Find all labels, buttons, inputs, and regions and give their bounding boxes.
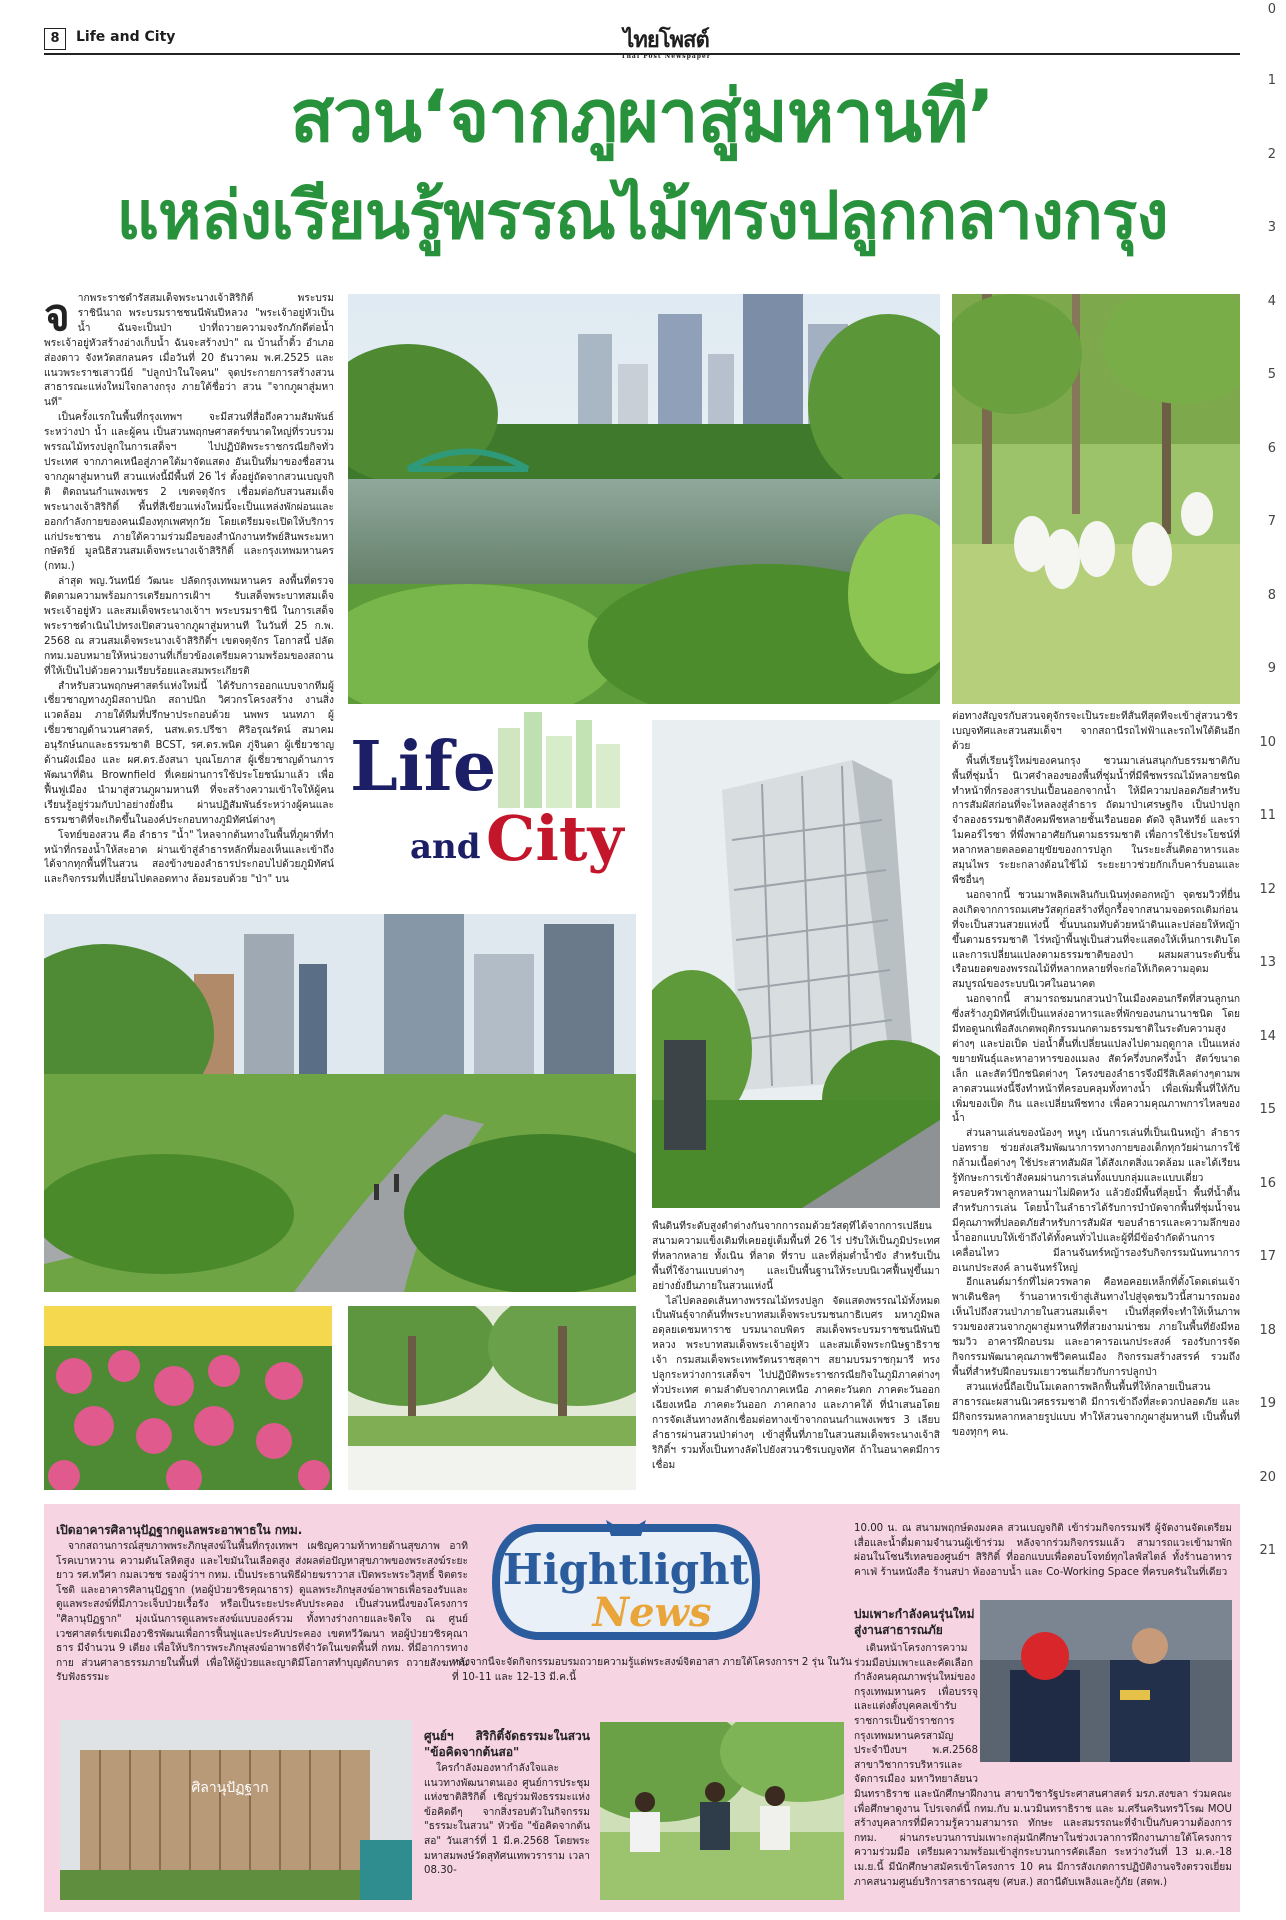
news-item-1-continued-text: หลังจากนี้จะจัดกิจกรรมอบรมถวายความรู้แด่พระสงฆ์จิตอาสา ภายใต้โครงการฯ 2 รุ่น ในวันที่ 10-11 และ 12-13 มี.ค.นี้ xyxy=(452,1657,852,1683)
headline-line-2: แหล่งเรียนรู้พรรณไม้ทรงปลูกกลางกรุง xyxy=(116,177,1168,254)
newspaper-logo xyxy=(596,22,736,60)
article-paragraph: เป็นครั้งแรกในพื้นที่กรุงเทพฯ จะมีสวนที่สื่อถึงความสัมพันธ์ระหว่างป่า น้ำ และผู้คน เป็นสวนพฤกษศาสตร์ขนาดใหญ่ที่รวบรวมพรรณไม้ทรงปลูกในการเสด็จฯ ไปปฏิบัติพระราชกรณียกิจทั่วประเทศ จากภาคเหนือสู่ภาคใต้มาจัดแสดง อันเป็นที่มาของชื่อสวนจากภูผาสู่มหานที สวนแห่งนี้มีพื้นที่ 26 ไร่ ตั้งอยู่ถัดจากสวนเบญจกิติ ติดถนนกำแพงเพชร 2 เขตจตุจักร เชื่อมต่อกับสวนสมเด็จพระนางเจ้าสิริกิติ์ พื้นที่สีเขียวแห่งใหม่นี้จะเป็นแหล่งพักผ่อนและออกกำลังกายของคนเมืองทุกเพศทุกวัย โดยเตรียมจะเปิดให้บริการแก่ประชาชน ภายใต้ความร่วมมือของสำนักงานทรัพย์สินพระมหากษัตริย์ มูลนิธิสวนสมเด็จพระนางเจ้าสิริกิติ์ และกรุงเทพมหานคร (กทม.) xyxy=(44,412,334,573)
article-paragraph: โจทย์ของสวน คือ ลำธาร "น้ำ" ไหลจากต้นทางในพื้นที่ภูผาที่ทำหน้าที่กรองน้ำให้สะอาด ผ่านเข้าสู่ลำธารหลักที่มองเห็นและเข้าถึงได้จากทุกพื้นที่ในสวน สองข้างของลำธารประกอบไปด้วยภูมิทัศน์และกิจกรรมที่เปลี่ยนไปตลอดทาง ล้อมรอบด้วย "ป่า" บน xyxy=(44,829,334,886)
ruler-mark: 2 xyxy=(1267,147,1276,162)
news-item-2-title: ศูนย์ฯ สิริกิติ์จัดธรรมะในสวน "ข้อคิดจากต้นสอ" xyxy=(424,1729,590,1759)
ruler-mark: 18 xyxy=(1259,1323,1276,1338)
ruler-mark: 10 xyxy=(1259,735,1276,750)
news-item-2-continued-text: 10.00 น. ณ สนามพฤกษ์ดงมงคล สวนเบญจกิติ เข้าร่วมกิจกรรมฟรี ผู้จัดงานจัดเตรียมเสื่อและน้ำดื่มตามจำนวนผู้เข้าร่วม หลังจากร่วมกิจกรรมแล้ว สามารถแวะเข้ามาพักผ่อนในโซนรีเทลของศูนย์ฯ สิริกิติ์ ที่ออกแบบเพื่อตอบโจทย์ทุกไลฟ์สไตล์ ทั้งร้านอาหาร คาเฟ่ ร้านหนังสือ ร้านสปา ห้องอาบน้ำ และ Co-Working Space ที่ครบครันในที่เดียว xyxy=(854,1523,1232,1578)
news-item-3-title: บ่มเพาะกำลังคนรุ่นใหม่สู่งานสาธารณภัย xyxy=(854,1607,975,1637)
article-paragraph: ต่อทางสัญจรกับสวนจตุจักรจะเป็นระยะที่สั้นที่สุดที่จะเข้าสู่สวนวชิรเบญจทัศและสวนสมเด็จฯ จากสถานีรถไฟฟ้าและรถไฟใต้ดินอีกด้วย xyxy=(952,711,1240,752)
article-column-3 xyxy=(952,710,1240,1494)
page-header xyxy=(44,26,1240,60)
badge-word-1: Hightlight xyxy=(502,1545,750,1594)
ruler-mark: 8 xyxy=(1267,588,1276,603)
ruler-mark: 20 xyxy=(1259,1470,1276,1485)
photo-geese xyxy=(952,294,1240,704)
page-ruler xyxy=(1250,0,1286,1920)
news-item-3-body: เดินหน้าโครงการความร่วมมือบ่มเพาะและคัดเลือกกำลังคนคุณภาพรุ่นใหม่ของกรุงเทพมหานคร เพื่อบรรจุและแต่งตั้งบุคคลเข้ารับราชการเป็นข้าราชการกรุงเทพมหานครสามัญประจำปีงบฯ พ.ศ.2568 สาขาวิชาการบริหารและจัดการเมือง มหาวิทยาลัยนวมินทราธิราช และนักศึกษาฝึกงาน สาขาวิชารัฐประศาสนศาสตร์ มรภ.สงขลา ร่วมคณะเพื่อศึกษาดูงาน โปรเจกต์นี้ กทม.กับ ม.นวมินทราธิราช และ ม.ศรีนครินทรวิโรฒ MOU สร้างบุคลากรที่มีความรู้ความสามารถ ทักษะ และสมรรถนะที่จำเป็นกับความต้องการ กทม. ผ่านกระบวนการบ่มเพาะกลุ่มนักศึกษาในช่วงเวลาการฝึกงานภายใต้โครงการความร่วมมือ เตรียมความพร้อมเข้าสู่กระบวนการคัดเลือก ระหว่างวันที่ 13 ม.ค.-18 เม.ย.นี้ มีนักศึกษาสมัครเข้าโครงการ 10 คน มีการสังเกตการปฏิบัติงานจริงตรวจเยี่ยมภาคสนามศูนย์บริการสาธารณสุข (ศบส.) สถานีดับเพลิงและกู้ภัย (สดพ.) xyxy=(854,1643,1232,1888)
ruler-mark: 14 xyxy=(1259,1029,1276,1044)
ruler-mark: 16 xyxy=(1259,1176,1276,1191)
news-item-1 xyxy=(56,1522,468,1712)
news-item-2-continued xyxy=(854,1522,1232,1598)
ruler-mark: 19 xyxy=(1259,1396,1276,1411)
article-paragraph: พื้นที่เรียนรู้ใหม่ของคนกรุง ชวนมาเล่นสนุกกับธรรมชาติกับพื้นที่ชุ่มน้ำ นิเวศจำลองของพื้นที่ชุ่มน้ำที่มีพืชพรรณไม้หลายชนิดทำหน้าที่กรองสารปนเปื้อนออกจากน้ำ ให้มีความปลอดภัยสำหรับการสัมผัสก่อนที่จะไหลลงสู่ลำธาร ถัดมาป่าเศรษฐกิจ เป็นป่าปลูกจำลองธรรมชาติสังคมพืชหลายชั้นเรือนยอด ดัดงิ จุลินทรีย์ และราไมคอร์ไรซา ที่พึ่งพาอาศัยกันตามธรรมชาติ เพื่อการใช้ประโยชน์ที่หลากหลายตลอดอายุขัยของการปลูก ในระยะสั้นติดอาหารและสมุนไพร ระยะกลางต้อนใช้ไม้ ระยะยาวช่วยกักเก็บคาร์บอนและพืชอื่นๆ xyxy=(952,755,1240,886)
article-paragraph: สำหรับสวนพฤกษศาสตร์แห่งใหม่นี้ ได้รับการออกแบบจากทีมผู้เชี่ยวชาญทางภูมิสถาปนิก สถาปนิก วิศวกรโครงสร้าง งานสิ่งแวดล้อม ภายใต้ทีมที่ปรึกษาประกอบด้วย นพพร นนทภา ผู้เชี่ยวชาญด้านวนศาสตร์, นสพ.ดร.ปรีชา ศิริอรุณรัตน์ สมาคมอนุรักษ์นกและธรรมชาติ BCST, รศ.ดร.พนิต ภู่จินดา ผู้เชี่ยวชาญด้านผังเมือง และ ผศ.ดร.อังสนา บุณโยภาส ผู้เชี่ยวชาญด้านการพัฒนาที่ดิน Brownfield ที่เคยผ่านการใช้ประโยชน์มาแล้ว เพื่อฟื้นฟูเมือง นำมาสู่สวนภูผามหานที ที่จะสร้างความเข้าใจให้ผู้คนเรียนรู้อยู่ร่วมกับป่าอย่างยั่งยืน ผ่านปฏิสัมพันธ์ระหว่างผู้คนและธรรมชาติที่จะเกิดขึ้นในองค์ประกอบทางภูมิทัศน์ต่างๆ xyxy=(44,680,334,826)
ruler-mark: 15 xyxy=(1259,1102,1276,1117)
article-paragraph: สวนแห่งนี้ถือเป็นโมเดลการพลิกฟื้นพื้นที่ให้กลายเป็นสวนสาธารณะผสานนิเวศธรรมชาติ มีการเข้าถึงที่สะดวกปลอดภัย และมีกิจกรรมหลากหลายรูปแบบ ทำให้สวนจากภูผาสู่มหานที เป็นพื้นที่ของทุกๆ คน. xyxy=(952,1381,1240,1438)
article-paragraph: ส่วนลานเล่นของน้องๆ หนูๆ เน้นการเล่นที่เป็นเนินหญ้า ลำธาร บ่อทราย ช่วยส่งเสริมพัฒนาการทางกายของเด็กทุกวัยผ่านการใช้กล้ามเนื้อต่างๆ ใช้ประสาทสัมผัส ได้สังเกตสิ่งแวดล้อม และได้เรียนรู้ทักษะการเข้าสังคมผ่านการเล่นทั้งแบบกลุ่มและแบบเดี่ยว ครอบครัวพาลูกหลานมาไม่ผิดหวัง แล้วยังมีพื้นที่ลุยน้ำ พื้นที่น้ำตื้นสำหรับการเล่น โดยน้ำในลำธารได้รับการบำบัดจากพื้นที่ชุ่มน้ำจนมีคุณภาพที่ปลอดภัยสำหรับการสัมผัส ขอบลำธารและความลึกของน้ำออกแบบให้เข้าถึงได้ทั้งคนทั่วไปและผู้ที่มีข้อจำกัดด้านการเคลื่อนไหว มีลานจันทร์หญ้ารองรับกิจกรรมนันทนาการอเนกประสงค์ ลานจันทร์ใหญ่ xyxy=(952,1128,1240,1274)
drop-cap: จ xyxy=(44,292,70,341)
life-and-city-logo xyxy=(348,708,646,882)
ruler-mark: 12 xyxy=(1259,882,1276,897)
ruler-mark: 21 xyxy=(1259,1543,1276,1558)
article-column-2 xyxy=(652,1220,940,1492)
building-sign: ศิลานุปัฏฐาก xyxy=(191,1780,269,1796)
logo-word-city: City xyxy=(486,802,624,875)
ruler-mark: 4 xyxy=(1267,294,1276,309)
ruler-mark: 3 xyxy=(1267,220,1276,235)
photo-tower xyxy=(652,720,940,1208)
article-paragraph: ล่าสุด พญ.วันทนีย์ วัฒนะ ปลัดกรุงเทพมหานคร ลงพื้นที่ตรวจติดตามความพร้อมการเตรียมการเฝ้าฯ รับเสด็จพระบาทสมเด็จพระเจ้าอยู่หัว และสมเด็จพระนางเจ้าฯ พระบรมราชินี ในการเสด็จพระราชดำเนินไปทรงเปิดสวนจากภูผาสู่มหานที ในวันที่ 25 ก.พ. 2568 ณ สวนสมเด็จพระนางเจ้าสิริกิติ์ฯ เขตจตุจักร โอกาสนี้ ปลัด กทม.มอบหมายให้หน่วยงานที่เกี่ยวข้องเตรียมความพร้อมของสถานที่ให้เป็นไปด้วยความเรียบร้อยและสมพระเกียรติ xyxy=(44,576,334,677)
article-paragraph: ากพระราชดำรัสสมเด็จพระนางเจ้าสิริกิติ์ พระบรมราชินีนาถ พระบรมราชชนนีพันปีหลวง "พระเจ้าอยู่หัวเป็นน้ำ ฉันจะเป็นป่า ป่าที่ถวายความจงรักภักดีต่อน้ำพระเจ้าอยู่หัวสร้างอ่างเก็บน้ำ ฉันจะสร้างป่า" ณ บ้านถ้ำติ้ว อำเภอส่องดาว จังหวัดสกลนคร เมื่อวันที่ 20 ธันวาคม พ.ศ.2525 และแนวพระราชเสาวนีย์ "ปลูกป่าในใจคน" จุดประกายการสร้างสวนสาธารณะแห่งใหม่ใจกลางกรุง ภายใต้ชื่อว่า สวน "จากภูผาสู่มหานที" xyxy=(44,293,334,409)
headline xyxy=(44,66,1240,262)
ruler-mark: 0 xyxy=(1267,2,1276,17)
article-paragraph: ไล่ไปตลอดเส้นทางพรรณไม้ทรงปลูก จัดแสดงพรรณไม้ทั้งหมดเป็นพันธุ์จากต้นที่พระบาทสมเด็จพระบรมชนกาธิเบศร มหาภูมิพลอดุลยเดชมหาราช บรมนาถบพิตร สมเด็จพระบรมราชชนนีพันปีหลวง พระบาทสมเด็จพระเจ้าอยู่หัว และสมเด็จพระกนิษฐาธิราชเจ้า กรมสมเด็จพระเทพรัตนราชสุดาฯ สยามบรมราชกุมารี ทรงปลูกระหว่างการเสด็จฯ ไปปฏิบัติพระราชกรณียกิจในภูมิภาคต่างๆ ทั่วประเทศ ตามลำดับจากภาคเหนือ ภาคตะวันตก ภาคตะวันออกเฉียงเหนือ ภาคตะวันออก ภาคกลาง และภาคใต้ ที่นำเสนอโดยการจัดเส้นทางหลักเชื่อมต่อทางเข้าจากถนนกำแพงเพชร 3 เลียบลำธารผ่านสวนป่าต่างๆ เข้าสู่พื้นที่ภายในสวนสมเด็จพระนางเจ้าสิริกิติ์ฯ รวมทั้งเป็นทางลัดไปยังสวนวชิรเบญจทัศ ถ้าในอนาคตมีการเชื่อม xyxy=(652,1295,940,1471)
photo-meditation-park xyxy=(600,1722,844,1900)
badge-word-2: News xyxy=(592,1589,712,1636)
photo-silanupattak-building xyxy=(60,1720,412,1900)
highlight-news-badge xyxy=(476,1518,776,1646)
ruler-mark: 7 xyxy=(1267,514,1276,529)
ruler-mark: 6 xyxy=(1267,441,1276,456)
article-paragraph: นอกจากนี้ สามารถชมนกสวนป่าในเมืองคอนกรีตที่สวนลูกนก ซึ่งสร้างภูมิทัศน์ที่เป็นแหล่งอาหารและที่พักของนกนานาชนิด โดยมีทอดูนกเพื่อสังเกตพฤติกรรมนกตามธรรมชาติในระดับความสูงต่างๆ และบ่อเป็ด บ่อน้ำตื้นที่เปลี่ยนแปลงไปตามฤดูกาล เป็นแหล่งขยายพันธุ์และหาอาหารของแมลง สัตว์ครึ่งบกครึ่งน้ำ สัตว์ขนาดเล็ก และสัตว์ปีกชนิดต่างๆ โครงของลำธารจึงมีรีสิเคิลต่างๆตามพลาดสวนแห่งนี้จึงทำหน้าที่ครอบคลุมทั้งทางน้ำ เพื่อเพิ่มพื้นที่ให้กับเพิ่มของเป็ด กิน และเปลี่ยนพืชทาง เพื่อความคุณภาพการไหลของน้ำ xyxy=(952,994,1240,1125)
article-paragraph: นอกจากนี้ ชวนมาพลิดเพลินกับเนินทุ่งดอกหญ้า จุดชมวิวที่ยื่นลงเกิดจากการถมเศษวัสดุก่อสร้างที่ถูกรื้อจากสนามจอดรถเดิมก่อนที่จะเป็นสวนสวยแห่งนี้ ขั้นบนถมทับด้วยหน้าดินและปล่อยให้หญ้าขึ้นตามธรรมชาติ ไร่หญ้าพื้นฟูเป็นส่วนที่จะแสดงให้เห็นการเติบโตและการเปลี่ยนแปลงตามธรรมชาติของป่า ผสมผสานระดับชั้นเรือนยอดของพรรณไม้ที่หลากหลายที่จะก่อให้เกิดความอุดมสมบูรณ์ของระบบนิเวศในอนาคต xyxy=(952,889,1240,991)
ruler-mark: 1 xyxy=(1267,73,1276,88)
photo-rescue-team xyxy=(980,1600,1232,1762)
header-rule xyxy=(44,53,1240,55)
section-name: Life and City xyxy=(76,29,176,45)
news-item-1-body: จากสถานการณ์สุขภาพพระภิกษุสงฆ์ในพื้นที่กรุงเทพฯ เผชิญความท้าทายด้านสุขภาพ อาทิ โรคเบาหวาน ความดันโลหิตสูง และไขมันในเลือดสูง ส่งผลต่อปัญหาสุขภาพของพระสงฆ์ระยะยาว รศ.ทวีศา กมลเวชช รองผู้ว่าฯ กทม. เป็นประธานพิธีฝ่ายฆราวาส เปิดพระพระวิสุทธิ์ จิตตระโชติ และอาคารศิลานุปัฏฐาก (หอผู้ป่วยวชิรคุณาธาร) ดูแลพระภิกษุสงฆ์อาพาธเพื่อรองรับและดูแลพระสงฆ์ที่มีภาวะเจ็บป่วยเรื้อรัง หรือเป็นระยะประคับประคอง เป็นส่วนหนึ่งของโครงการ "ศิลานุปัฏฐาก" มุ่งเน้นการดูแลพระสงฆ์แบบองค์รวม ทั้งทางร่างกายและจิตใจ ณ ศูนย์เวชศาสตร์เขตเมืองวชิรพัฒนเพื่อการฟื้นฟูและประคับประคอง เขตทวีวัฒนา หอผู้ป่วยวชิรคุณาธาร มีจำนวน 9 เตียง เพื่อให้บริการพระภิกษุสงฆ์อาพาธที่จำวัดในเขตพื้นที่ กทม. ที่มีอาการทางกาย ส่วนศาลาธรรมภายในพื้นที่ เพื่อให้ผู้ป่วยและญาติมีโอกาสทำบุญตักบาตร ถวายสังฆทาน รับฟังธรรมะ xyxy=(56,1541,468,1684)
ruler-mark: 5 xyxy=(1267,367,1276,382)
page-number: 8 xyxy=(44,28,66,50)
news-item-2 xyxy=(424,1728,590,1906)
logo-word-and: and xyxy=(410,827,481,867)
ruler-mark: 9 xyxy=(1267,661,1276,676)
newspaper-logo-text: ไทยโพสต์ xyxy=(623,27,709,53)
photo-pond-bridge xyxy=(348,294,940,704)
article-paragraph: อีกแลนด์มาร์กที่ไม่ควรพลาด คือหอคอยเหล็กที่ตั้งโดดเด่นเจ้า พาเดินชิลๆ ร้านอาหารเข้าสู่เส้นทางไปสู่จุดชมวิวนี้สามารถมองเห็นไปถึงสวนป่าภายในสวนสมเด็จฯ เป็นที่สุดที่จะทำให้เห็นภาพรวมของสวนจากภูผาสู่มหานทีที่สวยงามน่าชม ภายในพื้นที่ยังมีหอชมวิว อาคารฝึกอบรม และอาคารอเนกประสงค์ รองรับการจัดกิจกรรมพัฒนาคุณภาพชีวิตคนเมือง กิจกรรมสร้างสรรค์ รวมถึงพื้นที่สำหรับฝึกอบรมเยาวชนเกี่ยวกับการปลูกป่า xyxy=(952,1277,1240,1378)
ruler-mark: 13 xyxy=(1259,955,1276,970)
logo-word-life: Life xyxy=(350,727,497,807)
ruler-mark: 11 xyxy=(1259,808,1276,823)
photo-flowers xyxy=(44,1306,332,1490)
news-item-1-continued xyxy=(452,1656,852,1702)
headline-line-1: สวน‘จากภูผาสู่มหานที’ xyxy=(290,74,994,158)
article-column-1 xyxy=(44,292,334,904)
photo-park-path xyxy=(44,914,636,1292)
article-paragraph: พื้นดินที่ระดับสูงต่ำต่างกันจากการถมด้วยวัสดุที่ได้จากการเปลี่ยนสนามความแข็งเดิมที่เคยอยู่เต็มพื้นที่ 26 ไร่ ปรับให้เป็นภูมิประเทศที่หลากหลาย ทั้งเนิน ที่ลาด ที่ราบ และที่ลุ่มต่ำน้ำขัง สำหรับเป็นพื้นที่ใช้งานแบบต่างๆ และเป็นพื้นฐานให้ระบบนิเวศฟื้นฟูขึ้นมาอย่างยั่งยืนภายในสวนแห่งนี้ xyxy=(652,1221,940,1292)
photo-garden-lawn xyxy=(348,1306,636,1490)
news-item-1-title: เปิดอาคารศิลานุปัฏฐากดูแลพระอาพาธใน กทม. xyxy=(56,1523,303,1537)
ruler-mark: 17 xyxy=(1259,1249,1276,1264)
news-item-2-body: ใครกำลังมองหากำลังใจและแนวทางพัฒนาตนเอง ศูนย์การประชุมแห่งชาติสิริกิติ์ เชิญร่วมฟังธรรมะแห่งข้อคิดดีๆ จากสิ่งรอบตัวในกิจกรรม "ธรรมะในสวน" หัวข้อ "ข้อคิดจากต้นสอ" วันเสาร์ที่ 1 มี.ค.2568 โดยพระมหาสมพงษ์วัดสุทัศนเทพวราราม เวลา 08.30- xyxy=(424,1763,590,1877)
newspaper-logo-sub: Thai Post Newspaper xyxy=(621,53,711,60)
